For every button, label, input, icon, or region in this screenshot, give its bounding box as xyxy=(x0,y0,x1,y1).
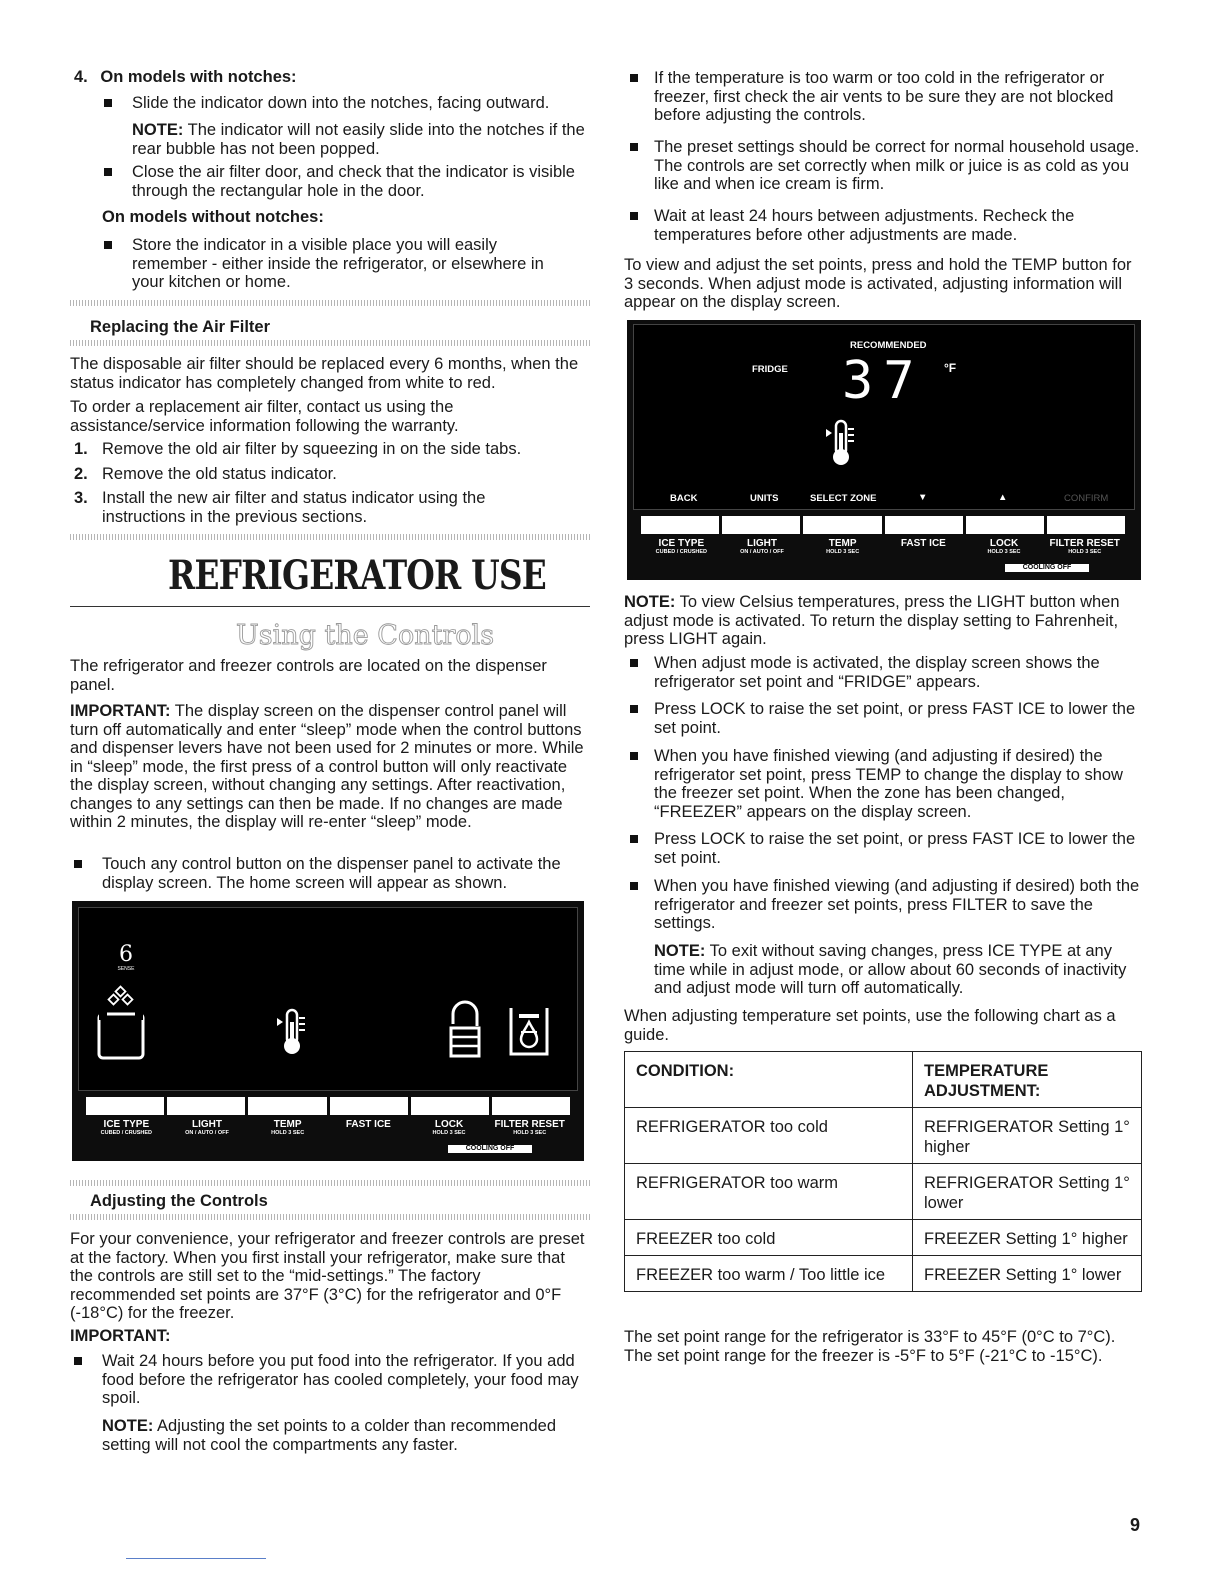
list-item-text: If the temperature is too warm or too cold in the refrigerator or freezer, first check the air vents to be sure they are not blocked before adjusting the controls. xyxy=(654,69,1114,124)
table-cell: FREEZER Setting 1° lower xyxy=(913,1256,1142,1292)
ice-type-label: ICE TYPE CUBED / CRUSHED xyxy=(655,538,707,555)
replacing-heading: Replacing the Air Filter xyxy=(90,318,271,336)
home-screen-panel xyxy=(72,901,584,1161)
back-option[interactable]: BACK xyxy=(670,493,698,504)
lock-label: LOCK HOLD 3 SEC xyxy=(432,1119,466,1136)
lock-label: LOCK HOLD 3 SEC xyxy=(987,538,1021,555)
celsius-note xyxy=(624,593,1140,649)
title-rule xyxy=(70,606,590,607)
step-text: Remove the old status indicator. xyxy=(102,465,337,483)
water-filter-icon xyxy=(507,1006,551,1058)
list-item-text: Store the indicator in a visible place you will easily remember - either inside the refrigerator, or elsewhere in your kitchen or home. xyxy=(132,236,544,291)
ice-type-button[interactable] xyxy=(641,516,719,534)
temp-label: TEMP HOLD 3 SEC xyxy=(826,538,860,555)
note-label: NOTE: xyxy=(102,1417,154,1435)
list-item-text: When you have finished viewing (and adjusting if desired) the refrigerator set point, press TEMP to change the display to show the freezer set point. When the zone has been changed, “FREEZER” appears on the display screen. xyxy=(654,747,1123,821)
table-cell: REFRIGERATOR too cold xyxy=(625,1108,913,1164)
important-paragraph xyxy=(70,702,590,832)
list-item-text: When adjust mode is activated, the display screen shows the refrigerator set point and “FRIDGE” appears. xyxy=(654,654,1100,691)
light-button[interactable] xyxy=(167,1097,245,1115)
light-label: LIGHT ON / AUTO / OFF xyxy=(185,1119,229,1136)
bullet-icon xyxy=(104,168,112,176)
important-label: IMPORTANT: xyxy=(70,702,171,720)
note xyxy=(132,121,588,158)
divider xyxy=(70,534,590,540)
bullet-icon xyxy=(630,212,638,220)
list-item-text: Press LOCK to raise the set point, or press FAST ICE to lower the set point. xyxy=(654,700,1136,737)
light-label: LIGHT ON / AUTO / OFF xyxy=(740,538,784,555)
fast-ice-label: FAST ICE xyxy=(900,538,946,549)
list-item-text: When you have finished viewing (and adjusting if desired) both the refrigerator and freezer set points, press FILTER to save the settings. xyxy=(654,877,1140,932)
control-buttons xyxy=(86,1097,570,1115)
lock-button[interactable] xyxy=(966,516,1044,534)
temp-label: TEMP HOLD 3 SEC xyxy=(271,1119,305,1136)
temp-button[interactable] xyxy=(803,516,881,534)
adjusting-note xyxy=(102,1417,570,1454)
ice-type-label: ICE TYPE CUBED / CRUSHED xyxy=(100,1119,152,1136)
chart-intro-paragraph: When adjusting temperature set points, use the following chart as a guide. xyxy=(624,1007,1116,1044)
footer-line xyxy=(126,1558,266,1559)
button-labels xyxy=(86,1119,570,1137)
divider xyxy=(70,1180,590,1186)
replacing-paragraph-1: The disposable air filter should be replaced every 6 months, when the status indicator has completely changed from white to red. xyxy=(70,355,579,392)
list-item-text: Press LOCK to raise the set point, or press FAST ICE to lower the set point. xyxy=(654,830,1136,867)
controls-paragraph: The refrigerator and freezer controls are located on the dispenser panel. xyxy=(70,657,547,694)
adjusting-heading: Adjusting the Controls xyxy=(90,1192,268,1210)
control-buttons xyxy=(641,516,1125,534)
lock-icon xyxy=(447,1000,483,1062)
step-number: 2. xyxy=(74,465,88,483)
table-cell: FREEZER too warm / Too little ice xyxy=(625,1256,913,1292)
bullet-icon xyxy=(630,705,638,713)
table-cell: FREEZER too cold xyxy=(625,1220,913,1256)
note-label: NOTE: xyxy=(654,942,706,960)
note-text: The indicator will not easily slide into the notches if the rear bubble has not been popped. xyxy=(132,121,585,158)
section-title: REFRIGERATOR USE xyxy=(168,552,546,599)
lock-button[interactable] xyxy=(411,1097,489,1115)
button-labels xyxy=(641,538,1125,556)
table-row xyxy=(625,1220,1142,1256)
down-arrow-icon[interactable]: ▼ xyxy=(918,492,928,503)
step-text: Install the new air filter and status indicator using the instructions in the previous sections. xyxy=(102,489,486,526)
table-row xyxy=(625,1164,1142,1220)
exit-note xyxy=(654,942,1140,998)
adjustment-header: TEMPERATURE ADJUSTMENT: xyxy=(913,1052,1142,1108)
table-cell: REFRIGERATOR Setting 1° higher xyxy=(913,1108,1142,1164)
filter-reset-label: FILTER RESET HOLD 3 SEC xyxy=(1049,538,1120,555)
filter-reset-button[interactable] xyxy=(492,1097,570,1115)
set-point-readout: 37 xyxy=(842,351,925,411)
unit-label: °F xyxy=(944,361,957,375)
select-zone-option[interactable]: SELECT ZONE xyxy=(810,493,877,504)
step-number: 3. xyxy=(74,489,88,507)
without-notches-title: On models without notches: xyxy=(102,208,324,226)
bullet-icon xyxy=(630,752,638,760)
recommended-label: RECOMMENDED xyxy=(850,340,927,351)
divider xyxy=(70,340,590,346)
step-4-title: On models with notches: xyxy=(100,68,297,86)
divider xyxy=(70,300,590,306)
step-4-number: 4. xyxy=(74,68,88,86)
adjusting-paragraph: For your convenience, your refrigerator and freezer controls are preset at the factory. When you first install your refrigerator, make sure that the controls are still set to the “mid-settings.” The factory recommended set points are 37°F (3°C) for the refrigerator and 0°F (-18°C) for the freezer. xyxy=(70,1230,585,1322)
cooling-off-label: COOLING OFF xyxy=(1005,564,1089,572)
range-paragraph: The set point range for the refrigerator is 33°F to 45°F (0°C to 7°C). The set point range for the freezer is -5°F to 5°F (-21°C to -15°C). xyxy=(624,1328,1116,1365)
bullet-icon xyxy=(630,74,638,82)
note-label: NOTE: xyxy=(624,593,676,611)
adjusting-important: IMPORTANT: xyxy=(70,1327,171,1345)
logo-digit: 6 xyxy=(119,942,133,967)
step-4 xyxy=(74,68,297,87)
table-cell: FREEZER Setting 1° higher xyxy=(913,1220,1142,1256)
list-item-text: Slide the indicator down into the notches, facing outward. xyxy=(132,94,550,112)
note-label: NOTE: xyxy=(132,121,184,139)
temperature-adjustment-table xyxy=(624,1051,1142,1292)
thermometer-icon xyxy=(275,1008,309,1058)
cooling-off-label: COOLING OFF xyxy=(448,1145,532,1153)
list-item-text: Wait 24 hours before you put food into the refrigerator. If you add food before the refrigerator has cooled completely, your food may spoil. xyxy=(102,1352,579,1407)
note-text: To exit without saving changes, press ICE TYPE at any time while in adjust mode, or allow about 60 seconds of inactivity and adjust mode will turn off automatically. xyxy=(654,942,1127,997)
fast-ice-label: FAST ICE xyxy=(345,1119,391,1130)
condition-header: CONDITION: xyxy=(625,1052,913,1108)
bullet-icon xyxy=(104,241,112,249)
logo-sub: SENSE xyxy=(117,966,135,972)
bullet-icon xyxy=(630,659,638,667)
important-text: The display screen on the dispenser control panel will turn off automatically and enter “sleep” mode when the control buttons and dispenser levers have not been used for 2 minutes or more. While in “sleep” mode, the first press of a control button will only reactivate the display screen, without changing any settings. After reactivation, changes to any settings can then be made. If no changes are made within 2 minutes, the display will re-enter “sleep” mode. xyxy=(70,702,584,831)
up-arrow-icon[interactable]: ▲ xyxy=(998,492,1008,503)
fast-ice-button[interactable] xyxy=(330,1097,408,1115)
replacing-paragraph-2: To order a replacement air filter, contact us using the assistance/service information following the warranty. xyxy=(70,398,459,435)
ice-type-button[interactable] xyxy=(86,1097,164,1115)
list-item-text: Touch any control button on the dispenser panel to activate the display screen. The home screen will appear as shown. xyxy=(102,855,561,892)
bullet-icon xyxy=(630,882,638,890)
bullet-icon xyxy=(630,143,638,151)
fridge-label: FRIDGE xyxy=(752,364,788,375)
note-text: Adjusting the set points to a colder than recommended setting will not cool the compartments any faster. xyxy=(102,1417,557,1454)
filter-reset-button[interactable] xyxy=(1047,516,1125,534)
ice-cubes-icon xyxy=(91,984,161,1064)
adjust-screen-panel xyxy=(627,320,1141,580)
table-cell: REFRIGERATOR Setting 1° lower xyxy=(913,1164,1142,1220)
6th-sense-logo xyxy=(115,944,137,972)
list-item-text: The preset settings should be correct for normal household usage. The controls are set correctly when milk or juice is as cold as you like and when ice cream is firm. xyxy=(654,138,1140,193)
bullet-icon xyxy=(74,1357,82,1365)
display-screen xyxy=(633,324,1135,510)
units-option[interactable]: UNITS xyxy=(750,493,779,504)
fast-ice-button[interactable] xyxy=(885,516,963,534)
table-header-row xyxy=(625,1052,1142,1108)
view-adjust-paragraph: To view and adjust the set points, press and hold the TEMP button for 3 seconds. When adjust mode is activated, adjusting information will appear on the display screen. xyxy=(624,256,1132,311)
bullet-icon xyxy=(104,99,112,107)
table-cell: REFRIGERATOR too warm xyxy=(625,1164,913,1220)
thermometer-icon xyxy=(824,419,858,469)
note-text: To view Celsius temperatures, press the LIGHT button when adjust mode is activated. To return the display setting to Fahrenheit, press LIGHT again. xyxy=(624,593,1120,648)
light-button[interactable] xyxy=(722,516,800,534)
table-row xyxy=(625,1256,1142,1292)
divider xyxy=(70,1214,590,1220)
bullet-icon xyxy=(74,860,82,868)
step-number: 1. xyxy=(74,440,88,458)
temp-button[interactable] xyxy=(248,1097,326,1115)
list-item-text: Wait at least 24 hours between adjustments. Recheck the temperatures before other adjustments are made. xyxy=(654,207,1075,244)
table-row xyxy=(625,1108,1142,1164)
list-item-text: Close the air filter door, and check that the indicator is visible through the rectangular hole in the door. xyxy=(132,163,575,200)
page-number: 9 xyxy=(1129,1515,1140,1535)
filter-reset-label: FILTER RESET HOLD 3 SEC xyxy=(494,1119,565,1136)
subsection-title: Using the Controls xyxy=(236,620,495,651)
confirm-option[interactable]: CONFIRM xyxy=(1064,493,1109,504)
step-text: Remove the old air filter by squeezing in on the side tabs. xyxy=(102,440,522,458)
bullet-icon xyxy=(630,835,638,843)
display-screen xyxy=(78,907,578,1091)
